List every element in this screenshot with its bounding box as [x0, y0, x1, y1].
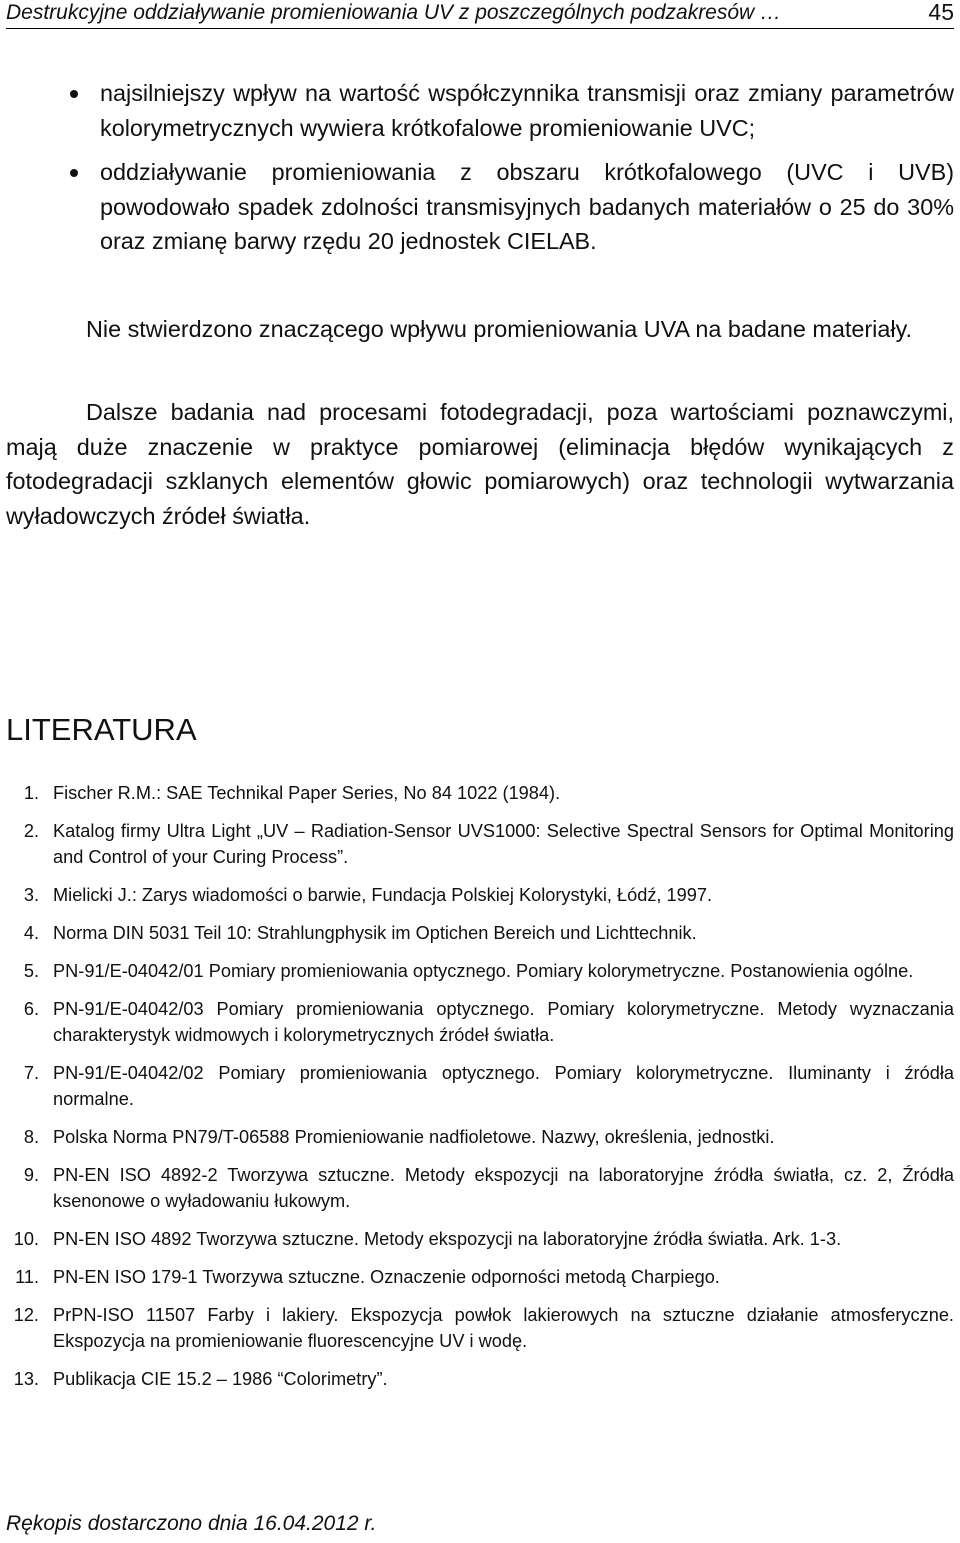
reference-item: [6, 780, 954, 806]
reference-number: 6.: [23, 999, 39, 1019]
reference-item: [6, 1302, 954, 1354]
literature-heading: LITERATURA: [6, 712, 197, 747]
paragraph-uva: Nie stwierdzono znaczącego wpływu promieniowania UVA na badane materiały.: [86, 316, 913, 342]
reference-text: PN-EN ISO 4892 Tworzywa sztuczne. Metody ekspozycji na laboratoryjne źródła światła. Ark. 1-3.: [53, 1229, 842, 1249]
reference-number: 11.: [15, 1267, 39, 1287]
reference-text: PN-91/E-04042/02 Pomiary promieniowania optycznego. Pomiary kolorymetryczne. Iluminanty i źródła normalne.: [53, 1063, 954, 1109]
reference-item: [6, 818, 954, 870]
reference-text: Mielicki J.: Zarys wiadomości o barwie, Fundacja Polskiej Kolorystyki, Łódź, 1997.: [53, 885, 713, 905]
reference-text: PN-EN ISO 4892-2 Tworzywa sztuczne. Metody ekspozycji na laboratoryjne źródła światła, cz. 2, Źródła ksenonowe o wyładowaniu łukowym.: [53, 1165, 954, 1211]
reference-number: 8.: [23, 1127, 39, 1147]
reference-item: [6, 1060, 954, 1112]
reference-list: [6, 780, 954, 1404]
reference-item: [6, 1226, 954, 1252]
reference-text: Polska Norma PN79/T-06588 Promieniowanie nadfioletowe. Nazwy, określenia, jednostki.: [53, 1127, 775, 1147]
manuscript-received-note: Rękopis dostarczono dnia 16.04.2012 r.: [6, 1512, 377, 1535]
list-item: [0, 155, 960, 259]
list-item-text: oddziaływanie promieniowania z obszaru krótkofalowego (UVC i UVB) powodowało spadek zdolności transmisyjnych badanych materiałów o 25 do 30% oraz zmianę barwy rzędu 20 jednostek CIELAB.: [100, 159, 954, 254]
reference-text: Fischer R.M.: SAE Technikal Paper Series, No 84 1022 (1984).: [53, 783, 561, 803]
reference-number: 7.: [23, 1063, 39, 1083]
reference-text: Norma DIN 5031 Teil 10: Strahlungphysik im Optichen Bereich und Lichttechnik.: [53, 923, 697, 943]
reference-number: 3.: [23, 885, 39, 905]
reference-item: [6, 1366, 954, 1392]
reference-number: 2.: [23, 821, 39, 841]
reference-item: [6, 1264, 954, 1290]
reference-text: PN-91/E-04042/03 Pomiary promieniowania optycznego. Pomiary kolorymetryczne. Metody wyznaczania charakterystyk widmowych i kolorymetrycznych źródeł światła.: [53, 999, 954, 1045]
reference-item: [6, 958, 954, 984]
reference-number: 9.: [23, 1165, 39, 1185]
page-number: 45: [928, 0, 954, 25]
reference-item: [6, 920, 954, 946]
reference-text: PN-EN ISO 179-1 Tworzywa sztuczne. Oznaczenie odporności metodą Charpiego.: [53, 1267, 720, 1287]
reference-item: [6, 882, 954, 908]
running-title: Destrukcyjne oddziaływanie promieniowania UV z poszczególnych podzakresów …: [6, 1, 782, 24]
paragraph-further-research: Dalsze badania nad procesami fotodegradacji, poza wartościami poznawczymi, mają duże znaczenie w praktyce pomiarowej (eliminacja błędów wynikających z fotodegradacji szklanych elementów głowic pomiarowych) oraz technologii wytwarzania wyładowczych źródeł światła.: [6, 399, 954, 529]
reference-item: [6, 996, 954, 1048]
running-header: [6, 0, 954, 29]
reference-number: 1.: [23, 783, 39, 803]
conclusions-list: [0, 76, 960, 269]
reference-number: 13.: [13, 1369, 39, 1389]
reference-number: 12.: [13, 1305, 39, 1325]
reference-item: [6, 1162, 954, 1214]
reference-number: 10.: [13, 1229, 39, 1249]
reference-text: Katalog firmy Ultra Light „UV – Radiation-Sensor UVS1000: Selective Spectral Sensors for Optimal Monitoring and Control of your Curing Process”.: [53, 821, 954, 867]
reference-text: PrPN-ISO 11507 Farby i lakiery. Ekspozycja powłok lakierowych na sztuczne działanie atmosferyczne. Ekspozycja na promieniowanie fluorescencyjne UV i wodę.: [53, 1305, 954, 1351]
reference-item: [6, 1124, 954, 1150]
reference-number: 4.: [23, 923, 39, 943]
list-item-text: najsilniejszy wpływ na wartość współczynnika transmisji oraz zmiany parametrów kolorymetrycznych wywiera krótkofalowe promieniowanie UVC;: [100, 80, 954, 141]
reference-text: Publikacja CIE 15.2 – 1986 “Colorimetry”.: [53, 1369, 388, 1389]
reference-text: PN-91/E-04042/01 Pomiary promieniowania optycznego. Pomiary kolorymetryczne. Postanowienia ogólne.: [53, 961, 914, 981]
bullet-icon: [70, 169, 78, 177]
list-item: [0, 76, 960, 145]
reference-number: 5.: [23, 961, 39, 981]
bullet-icon: [70, 90, 78, 98]
